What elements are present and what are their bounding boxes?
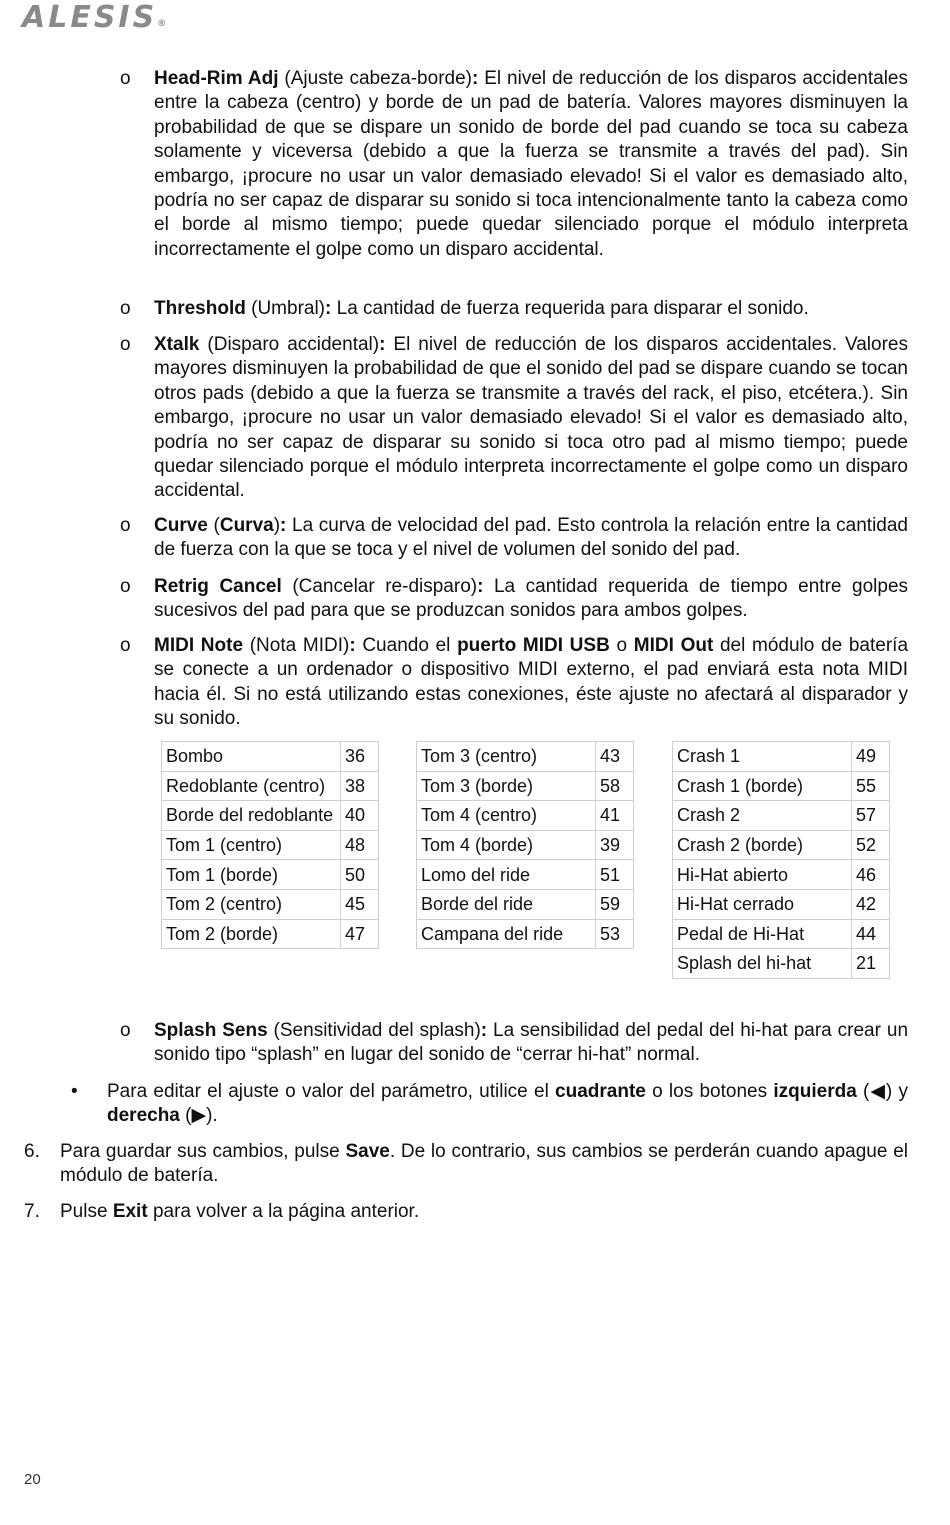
param-term: Retrig Cancel [154, 576, 282, 597]
pad-name-cell: Borde del redoblante [162, 801, 341, 831]
list-marker: o [120, 1020, 131, 1041]
step-number: 6. [24, 1141, 40, 1162]
table-row [673, 860, 890, 890]
pad-name-cell: Hi-Hat abierto [673, 860, 852, 890]
midi-note-cell: 45 [341, 889, 379, 919]
step-7 [24, 1200, 908, 1224]
param-text: Curve (Curva): La curva de velocidad del pad. Esto controla la relación entre la cantidad de fuerza con la que se toca y el nivel de volumen del sonido del pad. [154, 515, 908, 561]
pad-name-cell: Campana del ride [417, 919, 596, 949]
list-marker: o [120, 68, 131, 89]
midi-note-cell: 58 [596, 771, 634, 801]
table-row [673, 771, 890, 801]
param-desc: La cantidad requerida de tiempo entre golpes sucesivos del pad para que se produzcan sonidos para ambos golpes. [154, 576, 909, 622]
page-number: 20 [24, 1471, 41, 1488]
midi-note-cell: 48 [341, 830, 379, 860]
pad-name-cell: Crash 1 [673, 742, 852, 772]
param-desc: El nivel de reducción de los disparos accidentales entre la cabeza (centro) y borde de un pad de batería. Valores mayores disminuyen la probabilidad de que se dispare un sonido de borde del pad cuando se toca su cabeza solamente y viceversa (debido a que la fuerza se transmite a través del pad). Sin embargo, ¡procure no usar un valor demasiado elevado! Si el valor es demasiado alto, podría no ser capaz de disparar su sonido si toca intencionalmente tanto la cabeza como el borde al mismo tiempo; puede quedar silenciado porque el módulo interpreta incorrectamente el golpe como un disparo accidental. [154, 68, 908, 260]
param-head-rim-adj [120, 67, 908, 262]
list-marker: o [120, 334, 131, 355]
pad-name-cell: Lomo del ride [417, 860, 596, 890]
bullet-text: Para editar el ajuste o valor del parámetro, utilice el cuadrante o los botones izquierda (◀) y derecha (▶). [107, 1081, 908, 1127]
midi-note-cell: 51 [596, 860, 634, 890]
step-number: 7. [24, 1201, 40, 1222]
midi-note-cell: 40 [341, 801, 379, 831]
pad-name-cell: Splash del hi-hat [673, 949, 852, 979]
midi-note-cell: 42 [852, 889, 890, 919]
midi-note-cell: 47 [341, 919, 379, 949]
param-text: Retrig Cancel (Cancelar re-disparo): La cantidad requerida de tiempo entre golpes sucesivos del pad para que se produzcan sonidos para ambos golpes. [154, 576, 909, 622]
pad-name-cell: Pedal de Hi-Hat [673, 919, 852, 949]
table-row [162, 801, 379, 831]
midi-note-cell: 53 [596, 919, 634, 949]
param-term: Threshold [154, 298, 246, 319]
pad-name-cell: Crash 2 (borde) [673, 830, 852, 860]
table-row [673, 949, 890, 979]
midi-note-cell: 39 [596, 830, 634, 860]
pad-name-cell: Borde del ride [417, 889, 596, 919]
midi-note-cell: 36 [341, 742, 379, 772]
step-text: Pulse Exit para volver a la página anterior. [60, 1201, 420, 1222]
param-term: Head-Rim Adj [154, 68, 279, 89]
table-row [673, 889, 890, 919]
table-row [673, 830, 890, 860]
midi-note-cell: 46 [852, 860, 890, 890]
param-threshold [120, 297, 908, 321]
pad-name-cell: Redoblante (centro) [162, 771, 341, 801]
bullet-edit-instruction [71, 1080, 908, 1129]
table-row [162, 919, 379, 949]
midi-table-drums [161, 741, 379, 949]
pad-name-cell: Tom 2 (borde) [162, 919, 341, 949]
pad-name-cell: Tom 2 (centro) [162, 889, 341, 919]
param-text: MIDI Note (Nota MIDI): Cuando el puerto MIDI USB o MIDI Out del módulo de batería se conecte a un ordenador o dispositivo MIDI externo, el pad enviará esta nota MIDI hacia él. Si no está utilizando estas conexiones, éste ajuste no afectará al disparador y su sonido. [154, 635, 909, 730]
midi-note-cell: 21 [852, 949, 890, 979]
table-row [417, 889, 634, 919]
list-marker: o [120, 298, 131, 319]
param-xtalk [120, 333, 908, 504]
midi-table-toms-ride [416, 741, 634, 949]
table-row [162, 771, 379, 801]
param-text: Threshold (Umbral): La cantidad de fuerza requerida para disparar el sonido. [154, 298, 809, 319]
pad-name-cell: Crash 1 (borde) [673, 771, 852, 801]
pad-name-cell: Tom 3 (centro) [417, 742, 596, 772]
param-term: MIDI Note [154, 635, 244, 656]
param-term: Xtalk [154, 334, 200, 355]
pad-name-cell: Tom 4 (borde) [417, 830, 596, 860]
param-midi-note [120, 634, 909, 732]
midi-table-cymbals [672, 741, 890, 979]
pad-name-cell: Crash 2 [673, 801, 852, 831]
midi-note-cell: 52 [852, 830, 890, 860]
param-term: Curve [154, 515, 208, 536]
table-row [417, 801, 634, 831]
table-row [673, 742, 890, 772]
param-term: Splash Sens [154, 1020, 268, 1041]
param-text: Splash Sens (Sensitividad del splash): La sensibilidad del pedal del hi-hat para crear un sonido tipo “splash” en lugar del sonido de “cerrar hi-hat” normal. [154, 1020, 909, 1066]
list-marker: o [120, 576, 131, 597]
pad-name-cell: Tom 4 (centro) [417, 801, 596, 831]
table-row [162, 860, 379, 890]
param-desc: La cantidad de fuerza requerida para disparar el sonido. [331, 298, 809, 319]
midi-note-cell: 55 [852, 771, 890, 801]
table-row [162, 830, 379, 860]
alesis-logo: ALESIS® [22, 0, 167, 35]
pad-name-cell: Tom 3 (borde) [417, 771, 596, 801]
pad-name-cell: Bombo [162, 742, 341, 772]
param-desc: El nivel de reducción de los disparos accidentales. Valores mayores disminuyen la probabilidad de que el sonido del pad se dispare cuando se tocan otros pads (debido a que la fuerza se transmite a través del rack, el piso, etcétera.). Sin embargo, ¡procure no usar un valor demasiado elevado! Si el valor es demasiado alto, podría no ser capaz de disparar su sonido si toca otro pad al mismo tiempo; puede quedar silenciado porque el módulo interpreta incorrectamente el golpe como un disparo accidental. [154, 334, 908, 502]
table-row [162, 889, 379, 919]
midi-note-cell: 59 [596, 889, 634, 919]
param-curve [120, 514, 908, 563]
param-desc: La sensibilidad del pedal del hi-hat para crear un sonido tipo “splash” en lugar del sonido de “cerrar hi-hat” normal. [154, 1020, 909, 1066]
table-row [417, 919, 634, 949]
table-row [162, 742, 379, 772]
midi-note-cell: 38 [341, 771, 379, 801]
table-row [673, 919, 890, 949]
midi-note-cell: 41 [596, 801, 634, 831]
table-row [417, 771, 634, 801]
param-splash-sens [120, 1019, 909, 1068]
midi-note-cell: 50 [341, 860, 379, 890]
param-text: Xtalk (Disparo accidental): El nivel de reducción de los disparos accidentales. Valores mayores disminuyen la probabilidad de que el sonido del pad se dispare cuando se tocan otros pads (debido a que la fuerza se transmite a través del rack, el piso, etcétera.). Sin embargo, ¡procure no usar un valor demasiado elevado! Si el valor es demasiado alto, podría no ser capaz de disparar su sonido si toca otro pad al mismo tiempo; puede quedar silenciado porque el módulo interpreta incorrectamente el golpe como un disparo accidental. [154, 334, 908, 502]
param-desc: La curva de velocidad del pad. Esto controla la relación entre la cantidad de fuerza con la que se toca y el nivel de volumen del sonido del pad. [154, 515, 908, 561]
midi-note-cell: 43 [596, 742, 634, 772]
midi-note-cell: 57 [852, 801, 890, 831]
table-row [417, 860, 634, 890]
midi-note-cell: 49 [852, 742, 890, 772]
step-6 [24, 1140, 908, 1189]
midi-note-cell: 44 [852, 919, 890, 949]
bullet-marker: • [71, 1081, 78, 1102]
step-text: Para guardar sus cambios, pulse Save. De lo contrario, sus cambios se perderán cuando apague el módulo de batería. [60, 1141, 908, 1187]
param-text: Head-Rim Adj (Ajuste cabeza-borde): El nivel de reducción de los disparos accidentales entre la cabeza (centro) y borde de un pad de batería. Valores mayores disminuyen la probabilidad de que se dispare un sonido de borde del pad cuando se toca su cabeza solamente y viceversa (debido a que la fuerza se transmite a través del pad). Sin embargo, ¡procure no usar un valor demasiado elevado! Si el valor es demasiado alto, podría no ser capaz de disparar su sonido si toca intencionalmente tanto la cabeza como el borde al mismo tiempo; puede quedar silenciado porque el módulo interpreta incorrectamente el golpe como un disparo accidental. [154, 68, 908, 260]
pad-name-cell: Tom 1 (borde) [162, 860, 341, 890]
pad-name-cell: Tom 1 (centro) [162, 830, 341, 860]
pad-name-cell: Hi-Hat cerrado [673, 889, 852, 919]
list-marker: o [120, 635, 131, 656]
table-row [417, 830, 634, 860]
list-marker: o [120, 515, 131, 536]
param-retrig-cancel [120, 575, 909, 624]
table-row [417, 742, 634, 772]
table-row [673, 801, 890, 831]
